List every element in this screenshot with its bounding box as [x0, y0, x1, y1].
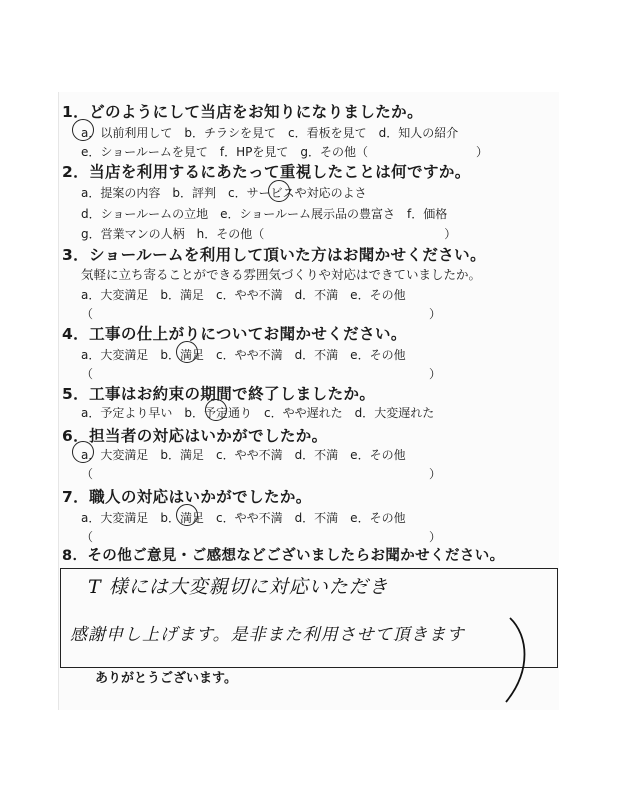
question-7-options: a．大変満足 b．満足 c．やや不満 d．不満 e．その他 [81, 511, 406, 525]
question-6-title: 6．担当者の対応はいかがでしたか。 [62, 427, 328, 445]
answer-circle-q4-b [176, 341, 198, 363]
question-6-other-field: （ ） [81, 467, 442, 481]
question-4-options: a．大変満足 b．満足 c．やや不満 d．不満 e．その他 [81, 348, 406, 362]
question-3-subtitle: 気軽に立ち寄ることができる雰囲気づくりや対応はできていましたか。 [81, 267, 482, 282]
question-4-title: 4．工事の仕上がりについてお聞かせください。 [62, 325, 407, 343]
question-7-other-field: （ ） [81, 530, 442, 544]
answer-circle-q1-a [72, 119, 94, 141]
question-2-options-row1: a．提案の内容 b．評判 c．サービスや対応のよさ [81, 186, 367, 200]
answer-circle-q2-c [268, 180, 290, 202]
question-7-title: 7．職人の対応はいかがでしたか。 [62, 488, 312, 506]
handwritten-comment-line1: T 様には大変親切に対応いただき [88, 576, 389, 598]
question-4-other-field: （ ） [81, 367, 442, 381]
question-6-options: a．大変満足 b．満足 c．やや不満 d．不満 e．その他 [81, 448, 406, 462]
question-3-options: a．大変満足 b．満足 c．やや不満 d．不満 e．その他 [81, 288, 406, 302]
answer-circle-q5-b [205, 399, 227, 421]
question-1-options-row1: a．以前利用して b．チラシを見て c．看板を見て d．知人の紹介 [81, 126, 459, 140]
question-2-options-row2: d．ショールームの立地 e．ショールーム展示品の豊富さ f．価格 [81, 207, 448, 221]
closing-message: ありがとうございます。 [95, 671, 237, 686]
answer-circle-q6-a [72, 441, 94, 463]
question-5-options: a．予定より早い b．予定通り c．やや遅れた d．大変遅れた [81, 406, 435, 420]
question-1-options-row2: e．ショールームを見て f．HPを見て g．その他（ ） [81, 145, 489, 159]
question-3-other-field: （ ） [81, 307, 442, 321]
question-1-title: 1．どのようにして当店をお知りになりましたか。 [62, 103, 423, 121]
answer-circle-q7-b [176, 504, 198, 526]
question-2-options-row3: g．営業マンの人柄 h．その他（ ） [81, 227, 457, 241]
question-3-title: 3．ショールームを利用して頂いた方はお聞かせください。 [62, 246, 486, 264]
question-5-title: 5．工事はお約束の期間で終了しましたか。 [62, 385, 376, 403]
question-2-title: 2．当店を利用するにあたって重視したことは何ですか。 [62, 163, 471, 181]
question-8-title: 8．その他ご意見・ご感想などございましたらお聞かせください。 [62, 548, 505, 564]
handwritten-flourish [470, 610, 540, 710]
handwritten-comment-line2: 感謝申し上げます。是非また利用させて頂きます [70, 625, 465, 645]
